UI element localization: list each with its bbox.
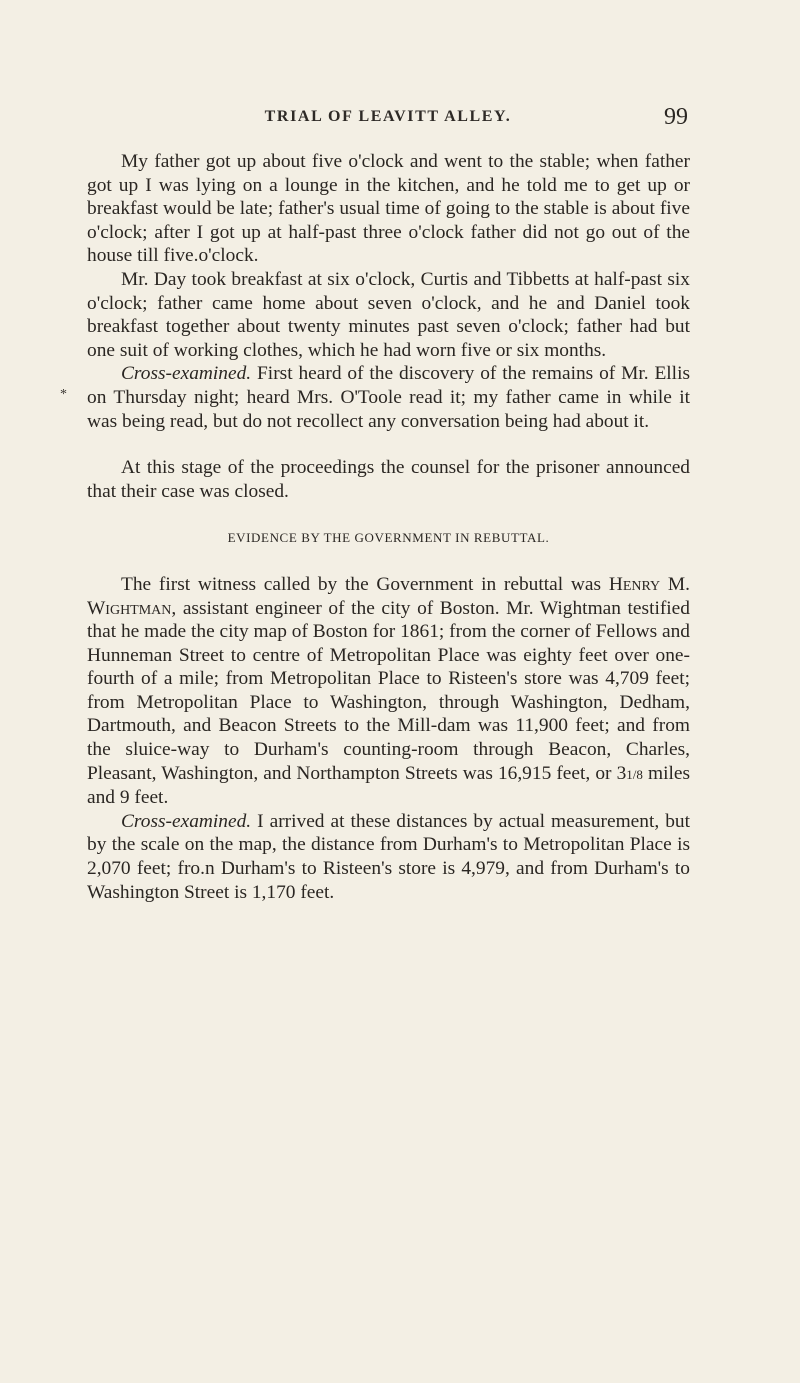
cross-examined-label: Cross-examined. [121, 810, 252, 832]
section-heading: EVIDENCE BY THE GOVERNMENT IN REBUTTAL. [227, 530, 550, 546]
running-head [88, 104, 688, 132]
spacer [87, 433, 690, 456]
body-text [87, 150, 690, 904]
paragraph-3 [87, 362, 690, 433]
paragraph-1: My father got up about five o'clock and went to the stable; when father got up I was lying on a lounge in the kitchen, and he told me to get up or breakfast would be late; father's usual time of going to the stable is about five o'clock; after I got up at half-past three o'clock father did not go out of the house till five.o'clock. [87, 151, 690, 267]
margin-mark: * [60, 387, 67, 402]
paragraph-5-text-b: , assistant engineer of the city of Boston. Mr. Wightman testified that he made the city map of Boston for 1861; from the corner of Fellows and Hunneman Street to centre of Metropolitan Place was eighty feet over one-fourth of a mile; from Metropolitan Place to Risteen's store was 4,709 feet; from Metropolitan Place to Washington, through Washington, Dedham, Dartmouth, and Beacon Streets to the Mill-dam was 11,900 feet; and from the sluice-way to Durham's counting-room through Beacon, Charles, Pleasant, Washington, and Northampton Streets was 16,915 feet, or 3 [87, 597, 690, 784]
cross-examined-label: Cross-examined. [121, 363, 252, 385]
fraction: 1/8 [626, 766, 643, 782]
paragraph-5 [87, 573, 690, 810]
paragraph-5-text-c: miles and 9 feet. [87, 762, 690, 809]
paragraph-6-text: I arrived at these distances by actual measurement, but by the scale on the map, the distance from Durham's to Metropolitan Place is 2,070 feet; fro.n Durham's to Risteen's store is 4,979, and from Durham's to Washington Street is 1,170 feet. [87, 810, 690, 903]
spacer [87, 550, 690, 573]
paragraph-5-text-a: The first witness called by the Government in rebuttal was [121, 573, 609, 595]
running-head-title: TRIAL OF LEAVITT ALLEY. [264, 108, 512, 125]
paragraph-4: At this stage of the proceedings the counsel for the prisoner announced that their case was closed. [87, 457, 690, 502]
witness-name: Henry M. Wightman [87, 573, 690, 619]
paragraph-6 [87, 810, 690, 904]
page-number: 99 [664, 104, 688, 130]
spacer [87, 503, 690, 526]
paragraph-3-text: First heard of the discovery of the remains of Mr. Ellis on Thursday night; heard Mrs. O'Toole read it; my father came in while it was being read, but do not recollect any conversation being had about it. [87, 363, 690, 432]
paragraph-2: Mr. Day took breakfast at six o'clock, Curtis and Tibbetts at half-past six o'clock; father came home about seven o'clock, and he and Daniel took breakfast together about twenty minutes past seven o'clock; father had but one suit of working clothes, which he had worn five or six months. [87, 268, 690, 361]
